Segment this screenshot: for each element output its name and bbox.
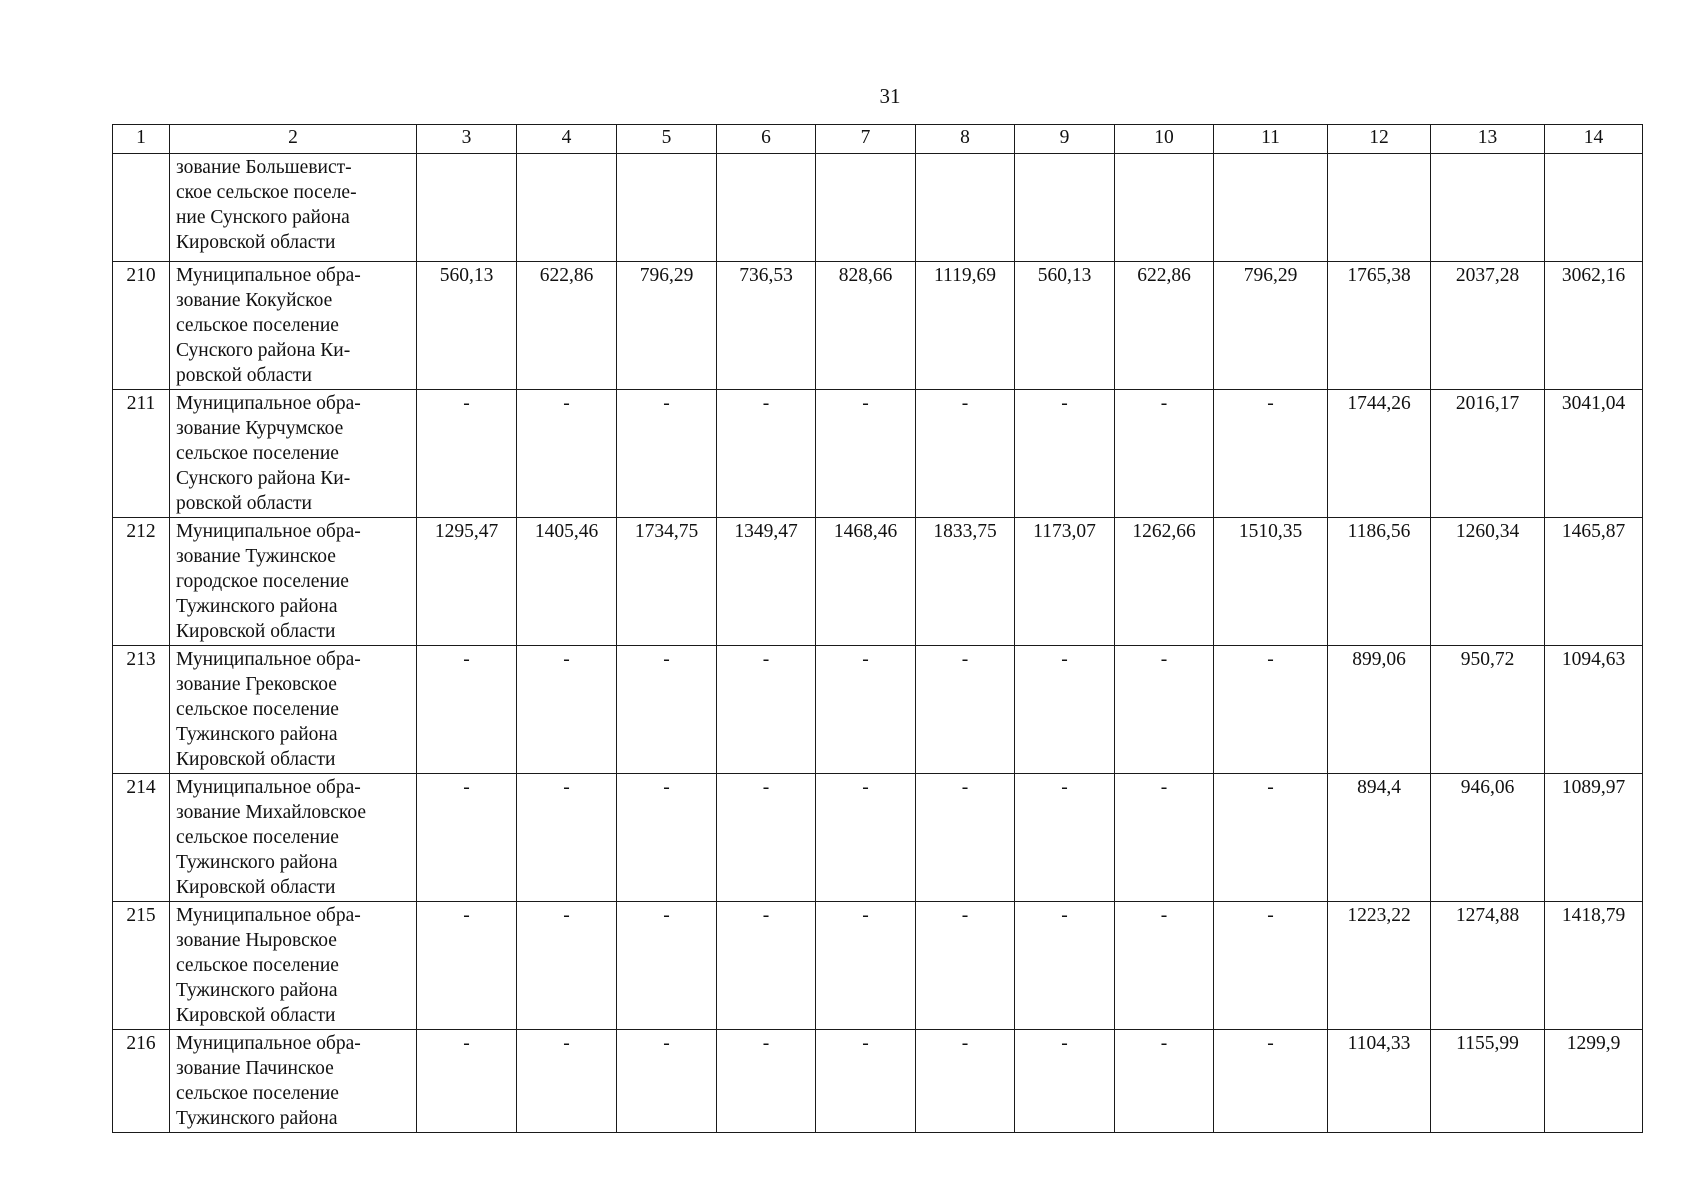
- value-cell: -: [617, 902, 717, 1030]
- value-cell: 1465,87: [1545, 518, 1643, 646]
- header-cell: 9: [1015, 125, 1115, 154]
- value-cell: 622,86: [517, 262, 617, 390]
- value-cell: -: [1015, 1030, 1115, 1133]
- municipality-name-cell: Муниципальное обра- зование Курчумское сельское поселение Сунского района Ки- ровской области: [170, 390, 417, 518]
- value-cell: -: [517, 1030, 617, 1133]
- value-cell: [1431, 154, 1545, 262]
- header-cell: 8: [916, 125, 1015, 154]
- value-cell: -: [1214, 1030, 1328, 1133]
- header-cell: 2: [170, 125, 417, 154]
- header-cell: 4: [517, 125, 617, 154]
- row-number-cell: 213: [113, 646, 170, 774]
- value-cell: 3062,16: [1545, 262, 1643, 390]
- header-cell: 1: [113, 125, 170, 154]
- value-cell: -: [1115, 390, 1214, 518]
- table-row: [113, 518, 1643, 646]
- header-cell: 3: [417, 125, 517, 154]
- row-number-cell: 210: [113, 262, 170, 390]
- value-cell: -: [617, 646, 717, 774]
- value-cell: [816, 154, 916, 262]
- value-cell: -: [1115, 1030, 1214, 1133]
- value-cell: -: [1214, 390, 1328, 518]
- value-cell: -: [816, 390, 916, 518]
- value-cell: -: [1115, 774, 1214, 902]
- table-body: [113, 154, 1643, 1133]
- header-cell: 12: [1328, 125, 1431, 154]
- municipality-name-cell: Муниципальное обра- зование Пачинское сельское поселение Тужинского района: [170, 1030, 417, 1133]
- header-cell: 6: [717, 125, 816, 154]
- value-cell: -: [816, 646, 916, 774]
- value-cell: [717, 154, 816, 262]
- table-row: [113, 390, 1643, 518]
- value-cell: 560,13: [417, 262, 517, 390]
- value-cell: -: [717, 646, 816, 774]
- value-cell: -: [717, 1030, 816, 1133]
- value-cell: -: [417, 646, 517, 774]
- header-cell: 11: [1214, 125, 1328, 154]
- value-cell: 1510,35: [1214, 518, 1328, 646]
- page-number: 31: [879, 84, 901, 108]
- value-cell: 1405,46: [517, 518, 617, 646]
- value-cell: 796,29: [617, 262, 717, 390]
- value-cell: 1094,63: [1545, 646, 1643, 774]
- table-row: [113, 262, 1643, 390]
- value-cell: -: [617, 1030, 717, 1133]
- table-row: [113, 646, 1643, 774]
- value-cell: 946,06: [1431, 774, 1545, 902]
- value-cell: -: [816, 774, 916, 902]
- value-cell: 1744,26: [1328, 390, 1431, 518]
- value-cell: -: [1015, 902, 1115, 1030]
- value-cell: -: [916, 390, 1015, 518]
- value-cell: [517, 154, 617, 262]
- value-cell: 1262,66: [1115, 518, 1214, 646]
- municipality-name-cell: Муниципальное обра- зование Михайловское сельское поселение Тужинского района Кировской области: [170, 774, 417, 902]
- value-cell: -: [417, 774, 517, 902]
- value-cell: 1299,9: [1545, 1030, 1643, 1133]
- value-cell: 894,4: [1328, 774, 1431, 902]
- value-cell: 2037,28: [1431, 262, 1545, 390]
- table-row: [113, 774, 1643, 902]
- value-cell: -: [517, 390, 617, 518]
- header-cell: 7: [816, 125, 916, 154]
- header-cell: 14: [1545, 125, 1643, 154]
- table-row: [113, 1030, 1643, 1133]
- value-cell: 736,53: [717, 262, 816, 390]
- value-cell: -: [1214, 902, 1328, 1030]
- value-cell: 1155,99: [1431, 1030, 1545, 1133]
- value-cell: [1214, 154, 1328, 262]
- municipality-name-cell: Муниципальное обра- зование Тужинское городское поселение Тужинского района Кировской области: [170, 518, 417, 646]
- value-cell: -: [517, 902, 617, 1030]
- value-cell: -: [916, 646, 1015, 774]
- value-cell: -: [916, 774, 1015, 902]
- value-cell: 1089,97: [1545, 774, 1643, 902]
- value-cell: -: [916, 902, 1015, 1030]
- value-cell: [1115, 154, 1214, 262]
- header-cell: 10: [1115, 125, 1214, 154]
- value-cell: 622,86: [1115, 262, 1214, 390]
- value-cell: 1186,56: [1328, 518, 1431, 646]
- value-cell: 1119,69: [916, 262, 1015, 390]
- value-cell: [1545, 154, 1643, 262]
- tariff-table: [112, 124, 1643, 1133]
- row-number-cell: 212: [113, 518, 170, 646]
- value-cell: -: [916, 1030, 1015, 1133]
- value-cell: -: [1214, 646, 1328, 774]
- value-cell: -: [717, 902, 816, 1030]
- value-cell: -: [517, 646, 617, 774]
- value-cell: -: [717, 390, 816, 518]
- value-cell: -: [1115, 902, 1214, 1030]
- value-cell: 1173,07: [1015, 518, 1115, 646]
- municipality-name-cell: Муниципальное обра- зование Кокуйское сельское поселение Сунского района Ки- ровской области: [170, 262, 417, 390]
- value-cell: 560,13: [1015, 262, 1115, 390]
- table-row: [113, 902, 1643, 1030]
- value-cell: 1295,47: [417, 518, 517, 646]
- value-cell: [916, 154, 1015, 262]
- value-cell: 1765,38: [1328, 262, 1431, 390]
- value-cell: -: [517, 774, 617, 902]
- table-row: [113, 154, 1643, 262]
- row-number-cell: [113, 154, 170, 262]
- value-cell: 828,66: [816, 262, 916, 390]
- value-cell: -: [617, 774, 717, 902]
- value-cell: 1349,47: [717, 518, 816, 646]
- value-cell: 899,06: [1328, 646, 1431, 774]
- value-cell: -: [816, 902, 916, 1030]
- value-cell: -: [417, 390, 517, 518]
- value-cell: -: [1015, 646, 1115, 774]
- value-cell: -: [816, 1030, 916, 1133]
- value-cell: 1418,79: [1545, 902, 1643, 1030]
- row-number-cell: 215: [113, 902, 170, 1030]
- value-cell: 796,29: [1214, 262, 1328, 390]
- value-cell: -: [1214, 774, 1328, 902]
- header-row: [113, 125, 1643, 154]
- value-cell: -: [617, 390, 717, 518]
- value-cell: 3041,04: [1545, 390, 1643, 518]
- value-cell: 950,72: [1431, 646, 1545, 774]
- value-cell: [1015, 154, 1115, 262]
- municipality-name-cell: зование Большевист- ское сельское поселе- ние Сунского района Кировской области: [170, 154, 417, 262]
- value-cell: -: [1115, 646, 1214, 774]
- value-cell: 1223,22: [1328, 902, 1431, 1030]
- header-cell: 5: [617, 125, 717, 154]
- value-cell: -: [417, 902, 517, 1030]
- value-cell: [1328, 154, 1431, 262]
- value-cell: 1274,88: [1431, 902, 1545, 1030]
- header-cell: 13: [1431, 125, 1545, 154]
- value-cell: -: [717, 774, 816, 902]
- value-cell: -: [1015, 390, 1115, 518]
- value-cell: [417, 154, 517, 262]
- value-cell: 1260,34: [1431, 518, 1545, 646]
- municipality-name-cell: Муниципальное обра- зование Грековское сельское поселение Тужинского района Кировской области: [170, 646, 417, 774]
- row-number-cell: 216: [113, 1030, 170, 1133]
- row-number-cell: 211: [113, 390, 170, 518]
- row-number-cell: 214: [113, 774, 170, 902]
- value-cell: 1104,33: [1328, 1030, 1431, 1133]
- value-cell: 1734,75: [617, 518, 717, 646]
- value-cell: 1468,46: [816, 518, 916, 646]
- value-cell: -: [417, 1030, 517, 1133]
- value-cell: 1833,75: [916, 518, 1015, 646]
- value-cell: [617, 154, 717, 262]
- value-cell: 2016,17: [1431, 390, 1545, 518]
- municipality-name-cell: Муниципальное обра- зование Ныровское сельское поселение Тужинского района Кировской области: [170, 902, 417, 1030]
- value-cell: -: [1015, 774, 1115, 902]
